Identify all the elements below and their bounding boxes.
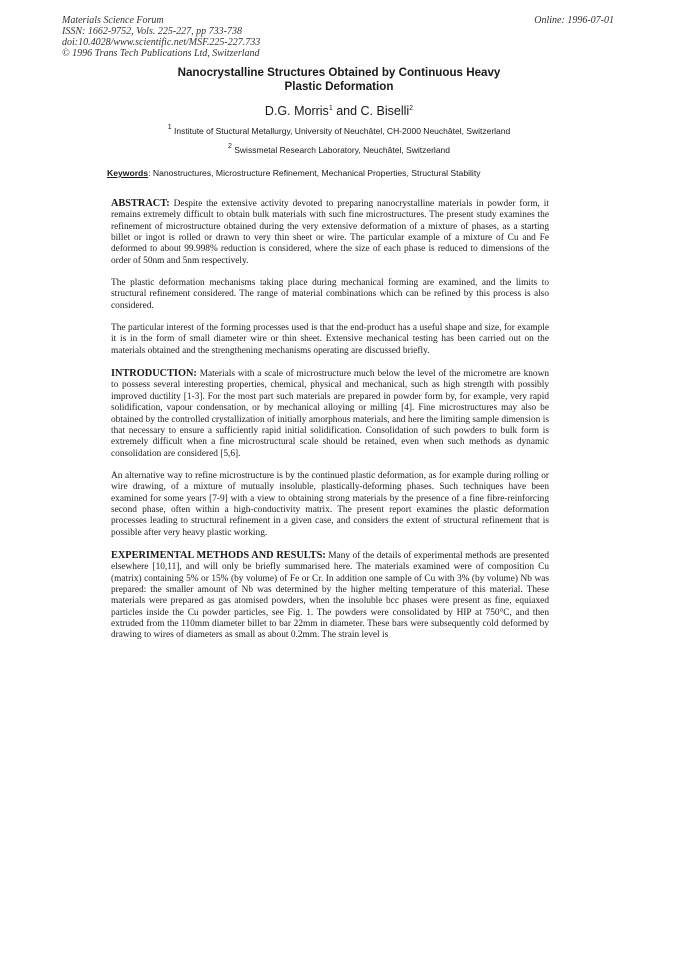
paper-title xyxy=(70,66,608,94)
experimental-text-1: Many of the details of experimental methods are presented elsewhere [10,11], and will only be briefly summarised here. The materials examined were of composition Cu (matrix) containing 5% or 15% (by volume) of Fe or Cr. In addition one sample of Cu with 3% (by volume) Nb was prepared: the smaller amount of Nb was determined by the higher melting temperature of this material. These materials were prepared as gas atomised powders, when the insoluble bcc phases were present as fine, equiaxed particles inside the Cu powder particles, see Fig. 1. The powders were consolidated by HIP at 750°C, and then extruded from the 110mm diameter billet to bar 22mm in diameter. These bars were subsequently cold deformed by drawing to wires of diameters as small as about 0.2mm. The strain level is xyxy=(111,550,549,641)
author-2: C. Biselli xyxy=(360,104,410,118)
keywords-colon: : xyxy=(148,168,153,178)
introduction-text-1: Materials with a scale of microstructure much below the level of the micrometre are known to possess several interesting properties, chemical, physical and mechanical, such as high strength with possibly improved ductility [1-3]. For the most part such materials are prepared in powder form by, for example, very rapid solidification, vapour condensation, or by mechanical alloying or milling [4]. Fine microstructures may also be obtained by the controlled crystallization of initially amorphous materials, and here the limiting sample dimension is that necessary to ensure a sufficiently rapid initial solidification. Consolidation of such powders to bulk form is extremely difficult when a fine microstructural scale should be retained, even when such methods as dynamic consolidation are considered [5,6]. xyxy=(111,369,549,459)
author-1-affiliation-mark: 1 xyxy=(328,105,333,112)
author-2-affiliation-mark: 2 xyxy=(409,105,414,112)
keywords-text: Nanostructures, Microstructure Refinement, Mechanical Properties, Structural Stability xyxy=(152,168,481,178)
introduction-paragraph-2: An alternative way to refine microstructure is by the continued plastic deformation, as for example during rolling or wire drawing, of a mixture of mutually insoluble, plastically-deforming phases. Such techniques have been examined for some years [7-9] with a view to obtaining strong materials by the presence of a fine fibre-reinforcing second phase, often within a high-conductivity matrix. The present report examines the plastic deformation processes leading to structural refinement in a given case, and considers the extent of structural refinement that is possible after very heavy plastic working. xyxy=(111,470,549,538)
title-line-1: Nanocrystalline Structures Obtained by Continuous Heavy xyxy=(177,66,501,79)
affiliation-1-text: Institute of Stuctural Metallurgy, University of Neuchâtel, CH-2000 Neuchâtel, Switzerland xyxy=(171,126,511,136)
keywords-label: Keywords xyxy=(107,168,149,178)
abstract-paragraph-2: The plastic deformation mechanisms taking place during mechanical forming are examined, and the limits to structural refinement considered. The range of material combinations which can be refined by this process is also considered. xyxy=(111,278,549,311)
abstract-text-1: Despite the extensive activity devoted to preparing nanocrystalline materials in powder form, it remains extremely difficult to obtain bulk materials with such fine microstructures. The present study examines the refinement of microstructure obtained during the very extensive deformation of a mixture of phases, as a starting billet or ingot is rolled or drawn to very thin sheet or wire. The particular example of a mixture of Cu and Fe deformed to about 99.998% reduction is considered, where the size of each phase is reduced to dimensions of the order of 50nm and 5nm respectively. xyxy=(111,199,549,266)
affiliation-1 xyxy=(60,126,618,137)
journal-name: Materials Science Forum xyxy=(62,15,164,26)
affiliation-2-text: Swissmetal Research Laboratory, Neuchâtel, Switzerland xyxy=(231,145,450,155)
body-text xyxy=(111,198,549,653)
abstract-paragraph-3: The particular interest of the forming processes used is that the end-product has a useful shape and size, for example it is in the form of small diameter wire or thin sheet. Extensive mechanical testing has been carried out on the materials obtained and the strengthening mechanisms operating are discussed briefly. xyxy=(111,323,549,356)
experimental-heading: EXPERIMENTAL METHODS AND RESULTS: xyxy=(111,549,326,561)
title-line-2: Plastic Deformation xyxy=(284,80,394,93)
issn-line: ISSN: 1662-9752, Vols. 225-227, pp 733-738 xyxy=(62,26,242,37)
introduction-paragraph-1 xyxy=(111,368,549,460)
copyright-line: © 1996 Trans Tech Publications Ltd, Switzerland xyxy=(62,48,260,59)
experimental-paragraph-1 xyxy=(111,550,549,642)
author-conjunction: and xyxy=(332,104,361,118)
abstract-heading: ABSTRACT: xyxy=(111,198,170,209)
keywords xyxy=(107,168,571,179)
affiliation-1-mark: 1 xyxy=(167,124,172,131)
author-list xyxy=(70,104,608,119)
abstract-paragraph-1 xyxy=(111,198,549,267)
author-1: D.G. Morris xyxy=(264,104,329,118)
introduction-heading: INTRODUCTION: xyxy=(111,368,197,380)
doi-line[interactable]: doi:10.4028/www.scientific.net/MSF.225-227.733 xyxy=(62,37,261,48)
affiliation-2 xyxy=(60,145,618,156)
online-date: Online: 1996-07-01 xyxy=(534,15,614,26)
affiliation-2-mark: 2 xyxy=(227,143,232,150)
